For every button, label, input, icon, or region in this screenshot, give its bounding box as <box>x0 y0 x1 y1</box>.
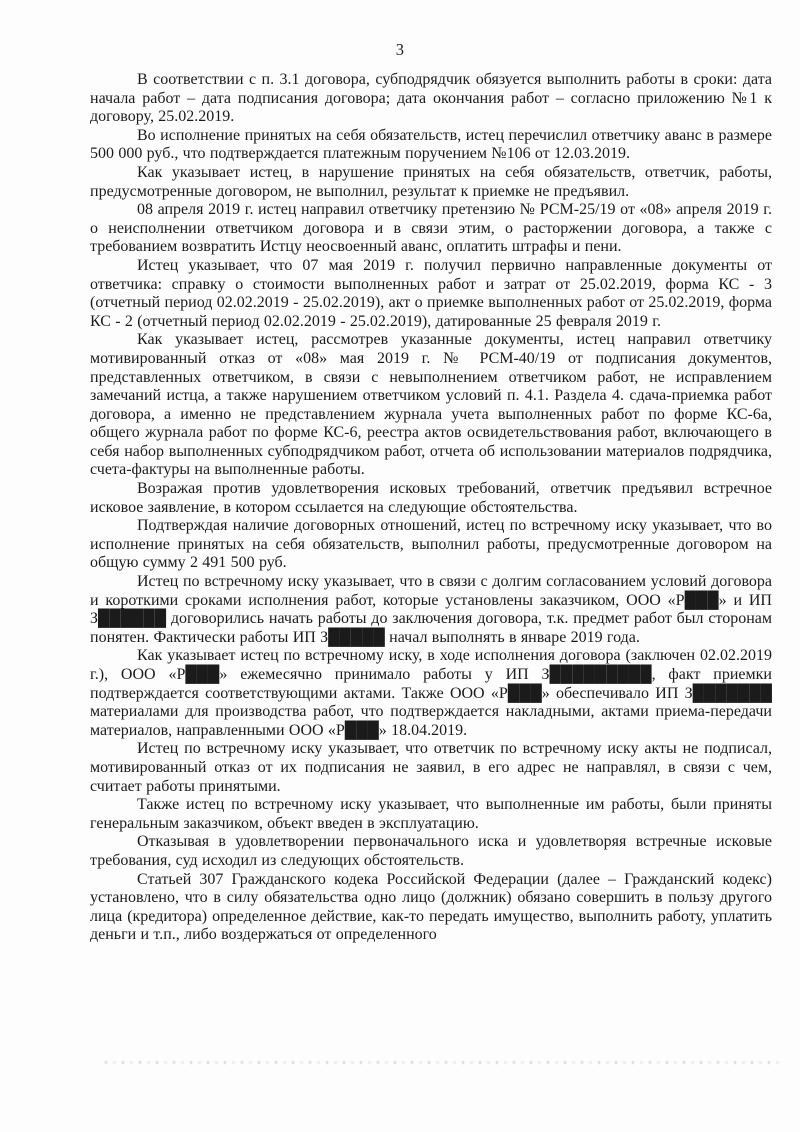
paragraph: Истец указывает, что 07 мая 2019 г. получил первично направленные документы от ответчика: справку о стоимости выполненных работ и затрат от 25.02.2019, форма КС - 3 (отчетный период 02.02.2019 - 25.02.2019), акт о приемке выполненных работ от 25.02.2019, форма КС - 2 (отчетный период 02.02.2019 - 25.02.2019), датированные 25 февраля 2019 г. <box>90 256 772 330</box>
paragraph: Во исполнение принятых на себя обязательств, истец перечислил ответчику аванс в размере 500 000 руб., что подтверждается платежным поручением №106 от 12.03.2019. <box>90 126 772 163</box>
paragraph: Подтверждая наличие договорных отношений, истец по встречному иску указывает, что во исполнение принятых на себя обязательств, выполнил работы, предусмотренные договором на общую сумму 2 491 500 руб. <box>90 517 772 572</box>
paragraph: Истец по встречному иску указывает, что ответчик по встречному иску акты не подписал, мотивированный отказ от их подписания не заявил, в его адрес не направлял, в связи с чем, считает работы принятыми. <box>90 740 772 795</box>
paragraph: Как указывает истец, рассмотрев указанные документы, истец направил ответчику мотивированный отказ от «08» мая 2019 г. № РСМ-40/19 от подписания документов, представленных ответчиком, в связи с невыполнением ответчиком работ, не исправлением замечаний истца, а также нарушением ответчиком условий п. 4.1. Раздела 4. сдача-приемка работ договора, а именно не представлением журнала учета выполненных работ по форме КС-6а, общего журнала работ по форме КС-6, реестра актов освидетельствования работ, включающего в себя набор выполненных субподрядчиком работ, отчета об использовании материалов подрядчика, счета-фактуры на выполненные работы. <box>90 331 772 479</box>
paragraph: Также истец по встречному иску указывает, что выполненные им работы, были приняты генеральным заказчиком, объект введен в эксплуатацию. <box>90 796 772 832</box>
paragraph: Истец по встречному иску указывает, что в связи с долгим согласованием условий договора и короткими сроками исполнения работ, которые установлены заказчиком, ООО «Р███» и ИП З██████ договорились начать работы до заключения договора, т.к. предмет работ был сторонам понятен. Фактически работы ИП З█████ начал выполнять в январе 2019 года. <box>90 573 772 646</box>
document-body <box>90 71 772 945</box>
scan-noise-artifact <box>105 1061 785 1064</box>
paragraph: Как указывает истец, в нарушение принятых на себя обязательств, ответчик, работы, предусмотренные договором, не выполнил, результат к приемке не предъявил. <box>90 163 772 200</box>
paragraph: Отказывая в удовлетворении первоначального иска и удовлетворяя встречные исковые требования, суд исходил из следующих обстоятельств. <box>90 833 772 869</box>
page-number: 3 <box>395 40 405 59</box>
paragraph: Статьей 307 Гражданского кодека Российской Федерации (далее – Гражданский кодекс) установлено, что в силу обязательства одно лицо (должник) обязано совершить в пользу другого лица (кредитора) определенное действие, как-то передать имущество, выполнить работу, уплатить деньги и т.п., либо воздержаться от определенного <box>90 870 772 944</box>
paragraph: Возражая против удовлетворения исковых требований, ответчик предъявил встречное исковое заявление, в котором ссылается на следующие обстоятельства. <box>90 480 772 516</box>
paragraph: Как указывает истец по встречному иску, в ходе исполнения договора (заключен 02.02.2019 г.), ООО «Р███» ежемесячно принимало работы у ИП З█████████, факт приемки подтверждается соответствующими актами. Также ООО «Р███» обеспечивало ИП З███████ материалами для производства работ, что подтверждается накладными, актами приема-передачи материалов, направленными ООО «Р███» 18.04.2019. <box>90 647 772 739</box>
paragraph: В соответствии с п. 3.1 договора, субподрядчик обязуется выполнить работы в сроки: дата начала работ – дата подписания договора; дата окончания работ – согласно приложению №1 к договору, 25.02.2019. <box>90 71 772 126</box>
paragraph: 08 апреля 2019 г. истец направил ответчику претензию № РСМ-25/19 от «08» апреля 2019 г. о неисполнении ответчиком договора и в связи этим, о расторжении договора, а также с требованием возвратить Истцу неосвоенный аванс, оплатить штрафы и пени. <box>90 201 772 256</box>
